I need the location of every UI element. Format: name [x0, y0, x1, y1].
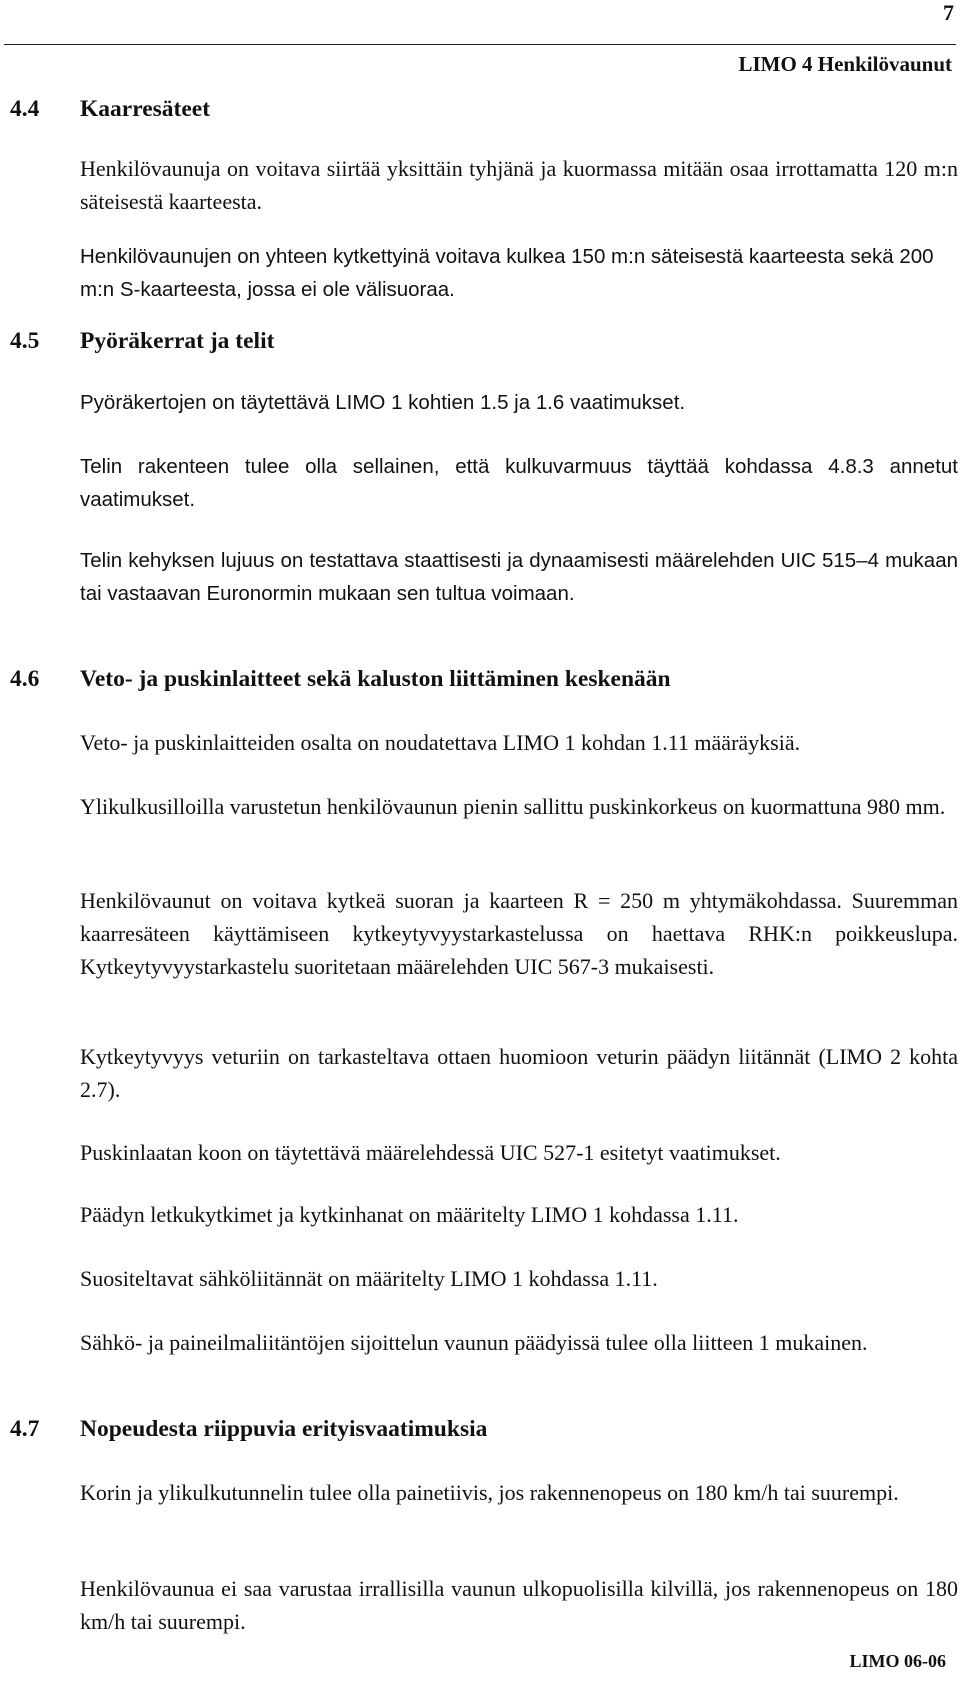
paragraph: Henkilövaunut on voitava kytkeä suoran ja kaarteen R = 250 m yhtymäkohdassa. Suuremman kaarresäteen käyttämiseen kytkeytyvyystarkastelussa on haettava RHK:n poikkeuslupa. Kytkeytyvyystarkastelu suoritetaan määrelehden UIC 567-3 mukaisesti.: [80, 888, 958, 979]
section-number: 4.6: [10, 666, 40, 692]
section-title: Nopeudesta riippuvia erityisvaatimuksia: [80, 1416, 488, 1442]
paragraph: Päädyn letkukytkimet ja kytkinhanat on määritelty LIMO 1 kohdassa 1.11.: [80, 1202, 739, 1227]
paragraph: Henkilövaunua ei saa varustaa irrallisilla vaunun ulkopuolisilla kilvillä, jos rakennenopeus on 180 km/h tai suurempi.: [80, 1576, 958, 1634]
paragraph: Veto- ja puskinlaitteiden osalta on noudatettava LIMO 1 kohdan 1.11 määräyksiä.: [80, 730, 801, 755]
section-title: Pyöräkerrat ja telit: [80, 328, 275, 354]
section-number: 4.5: [10, 328, 40, 354]
section-number: 4.4: [10, 96, 40, 122]
paragraph: Henkilövaunuja on voitava siirtää yksittäin tyhjänä ja kuormassa mitään osaa irrottamatta 120 m:n säteisestä kaarteesta.: [80, 156, 958, 214]
paragraph: Korin ja ylikulkutunnelin tulee olla painetiivis, jos rakennenopeus on 180 km/h tai suurempi.: [80, 1480, 899, 1505]
paragraph: Suositeltavat sähköliitännät on määritelty LIMO 1 kohdassa 1.11.: [80, 1266, 658, 1291]
paragraph: Pyöräkertojen on täytettävä LIMO 1 kohtien 1.5 ja 1.6 vaatimukset.: [80, 391, 686, 414]
paragraph: Telin kehyksen lujuus on testattava staattisesti ja dynaamisesti määrelehden UIC 515–4 mukaan tai vastaavan Euronormin mukaan sen tultua voimaan.: [80, 549, 958, 605]
footer-edition: LIMO 06-06: [849, 1651, 946, 1671]
paragraph: Telin rakenteen tulee olla sellainen, että kulkuvarmuus täyttää kohdassa 4.8.3 annetut vaatimukset.: [80, 455, 958, 511]
paragraph: Puskinlaatan koon on täytettävä määrelehdessä UIC 527-1 esitetyt vaatimukset.: [80, 1140, 781, 1165]
section-number: 4.7: [10, 1416, 40, 1442]
paragraph: Kytkeytyvyys veturiin on tarkasteltava ottaen huomioon veturin päädyn liitännät (LIMO 2 kohta 2.7).: [80, 1044, 958, 1102]
section-title: Veto- ja puskinlaitteet sekä kaluston liittäminen keskenään: [80, 666, 671, 692]
page-number: 7: [943, 0, 954, 25]
running-header: LIMO 4 Henkilövaunut: [738, 52, 952, 76]
section-title: Kaarresäteet: [80, 96, 211, 122]
paragraph: Ylikulkusilloilla varustetun henkilövaunun pienin sallittu puskinkorkeus on kuormattuna 980 mm.: [80, 794, 946, 819]
header-divider: [4, 44, 956, 45]
paragraph: Henkilövaunujen on yhteen kytkettyinä voitava kulkea 150 m:n säteisestä kaarteesta sekä 200 m:n S-kaarteesta, jossa ei ole välisuoraa.: [80, 245, 934, 301]
paragraph: Sähkö- ja paineilmaliitäntöjen sijoittelun vaunun päädyissä tulee olla liitteen 1 mukainen.: [80, 1330, 868, 1355]
